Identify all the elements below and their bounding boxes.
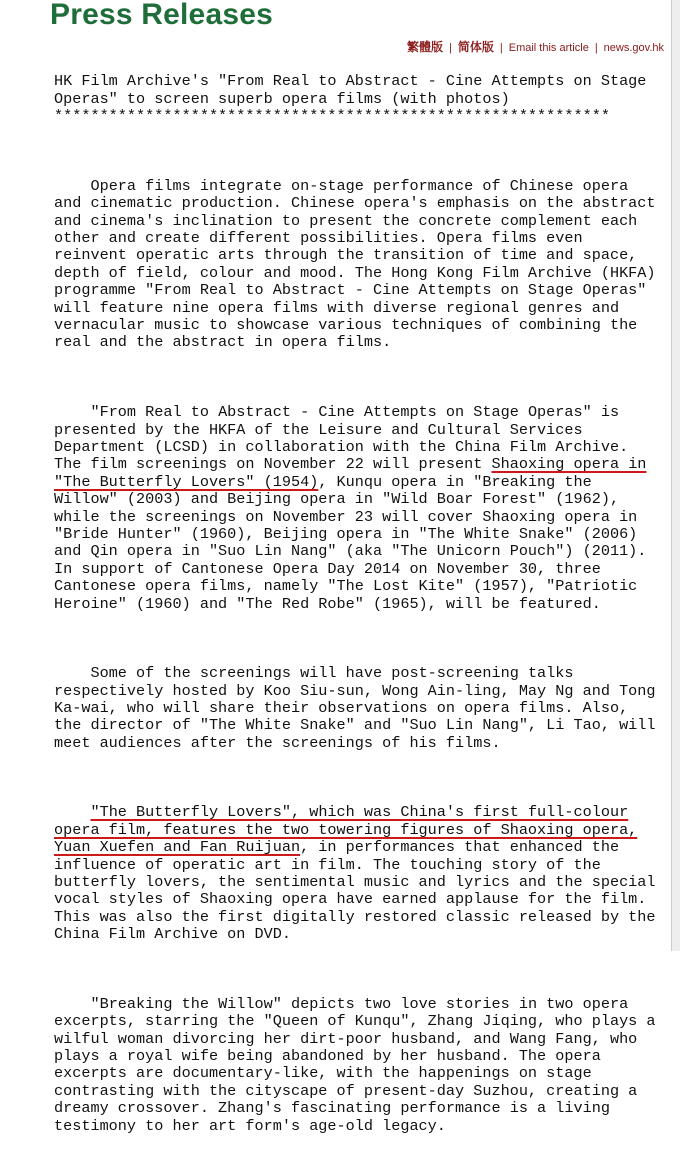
text-line: and cinema's inclination to present the concrete complement each bbox=[54, 211, 638, 230]
paragraph-2 bbox=[54, 404, 670, 613]
text-line: programme "From Real to Abstract - Cine Attempts on Stage Operas" bbox=[54, 281, 647, 300]
text-line: butterfly lovers, the sentimental music and lyrics and the special bbox=[54, 873, 656, 892]
headline-line: HK Film Archive's "From Real to Abstract - Cine Attempts on Stage bbox=[54, 72, 647, 91]
article-headline bbox=[54, 73, 670, 125]
text-line: the director of "The White Snake" and "Suo Lin Nang", Li Tao, will bbox=[54, 716, 656, 735]
text-line: , in performances that enhanced the bbox=[300, 838, 620, 857]
text-line: plays a royal wife being abandoned by her husband. The opera bbox=[54, 1047, 601, 1066]
text-line: meet audiences after the screenings of his films. bbox=[54, 733, 501, 752]
text-line: This was also the first digitally restored classic released by the bbox=[54, 907, 656, 926]
page-right-border bbox=[671, 0, 680, 951]
text-line: and Qin opera in "Suo Lin Nang" (aka "The Unicorn Pouch") (2011). bbox=[54, 542, 647, 561]
text-line: Department (LCSD) in collaboration with the China Film Archive. bbox=[54, 437, 629, 456]
text-line: while the screenings on November 23 will cover Shaoxing opera in bbox=[54, 507, 638, 526]
text-line: The film screenings on November 22 will present bbox=[54, 455, 492, 474]
text-line: dreamy crossover. Zhang's fascinating performance is a living bbox=[54, 1099, 610, 1118]
paragraph-1 bbox=[54, 178, 670, 352]
separator: | bbox=[449, 42, 452, 54]
text-line: "From Real to Abstract - Cine Attempts on Stage Operas" is bbox=[54, 403, 620, 422]
text-line: "Breaking the Willow" depicts two love stories in two opera bbox=[54, 994, 629, 1013]
indent bbox=[54, 803, 90, 821]
text-line: vernacular music to showcase various techniques of combining the bbox=[54, 316, 638, 335]
news-gov-hk-link[interactable]: news.gov.hk bbox=[603, 42, 664, 54]
text-line: influence of operatic art in film. The touching story of the bbox=[54, 855, 601, 874]
text-line: testimony to her art form's age-old legacy. bbox=[54, 1116, 446, 1135]
highlighted-text: "The Butterfly Lovers", which was China's first full-colour bbox=[90, 803, 629, 822]
text-line: and cinematic production. Chinese opera's emphasis on the abstract bbox=[54, 194, 656, 213]
text-line: Ka-wai, who will share their observations on opera films. Also, bbox=[54, 698, 629, 717]
email-article-link[interactable]: Email this article bbox=[508, 42, 589, 54]
text-line: wilful woman divorcing her dirt-poor husband, and Wang Fang, who bbox=[54, 1029, 638, 1048]
text-line: contrasting with the cityscape of present-day Suzhou, creating a bbox=[54, 1081, 638, 1100]
text-line: other and create different possibilities. Opera films even bbox=[54, 229, 583, 248]
highlighted-text: Yuan Xuefen and Fan Ruijuan bbox=[54, 838, 301, 857]
text-line: vocal styles of Shaoxing opera have earned applause for the film. bbox=[54, 890, 647, 909]
text-line: respectively hosted by Koo Siu-sun, Wong Ain-ling, May Ng and Tong bbox=[54, 681, 656, 700]
text-line: depth of field, colour and mood. The Hong Kong Film Archive (HKFA) bbox=[54, 263, 656, 282]
paragraph-4 bbox=[54, 804, 670, 943]
text-line: presented by the HKFA of the Leisure and Cultural Services bbox=[54, 420, 583, 439]
headline-divider: ************************************************************* bbox=[54, 107, 610, 126]
text-line: Heroine" (1960) and "The Red Robe" (1965), will be featured. bbox=[54, 594, 601, 613]
text-line: , Kunqu opera in "Breaking the bbox=[318, 472, 592, 491]
highlighted-text: Shaoxing opera in bbox=[491, 455, 647, 474]
text-line: excerpts, starring the "Queen of Kunqu", Zhang Jiqing, who plays a bbox=[54, 1012, 656, 1031]
text-line: "Bride Hunter" (1960), Beijing opera in "The White Snake" (2006) bbox=[54, 524, 638, 543]
text-line: Opera films integrate on-stage performance of Chinese opera bbox=[54, 176, 629, 195]
text-line: excerpts are documentary-like, with the happenings on stage bbox=[54, 1064, 592, 1083]
simplified-chinese-link[interactable]: 简体版 bbox=[457, 40, 494, 54]
highlighted-text: opera film, features the two towering figures of Shaoxing opera, bbox=[54, 820, 638, 839]
traditional-chinese-link[interactable]: 繁體版 bbox=[406, 40, 443, 54]
text-line: will feature nine opera films with diverse regional genres and bbox=[54, 298, 620, 317]
text-line: Cantonese opera films, namely "The Lost Kite" (1957), "Patriotic bbox=[54, 577, 638, 596]
headline-line: Operas" to screen superb opera films (with photos) bbox=[54, 89, 510, 108]
text-line: China Film Archive on DVD. bbox=[54, 925, 291, 944]
article-body bbox=[54, 56, 670, 1153]
utility-links bbox=[407, 38, 664, 55]
highlighted-text: "The Butterfly Lovers" (1954) bbox=[54, 472, 319, 491]
text-line: real and the abstract in opera films. bbox=[54, 333, 392, 352]
paragraph-3 bbox=[54, 665, 670, 752]
separator: | bbox=[594, 42, 598, 54]
separator: | bbox=[499, 42, 503, 54]
text-line: In support of Cantonese Opera Day 2014 on November 30, three bbox=[54, 559, 601, 578]
text-line: Willow" (2003) and Beijing opera in "Wild Boar Forest" (1962), bbox=[54, 490, 620, 509]
paragraph-5 bbox=[54, 996, 670, 1135]
page-title: Press Releases bbox=[50, 0, 273, 31]
text-line: Some of the screenings will have post-screening talks bbox=[54, 664, 574, 683]
text-line: reinvent operatic arts through the transition of time and space, bbox=[54, 246, 638, 265]
